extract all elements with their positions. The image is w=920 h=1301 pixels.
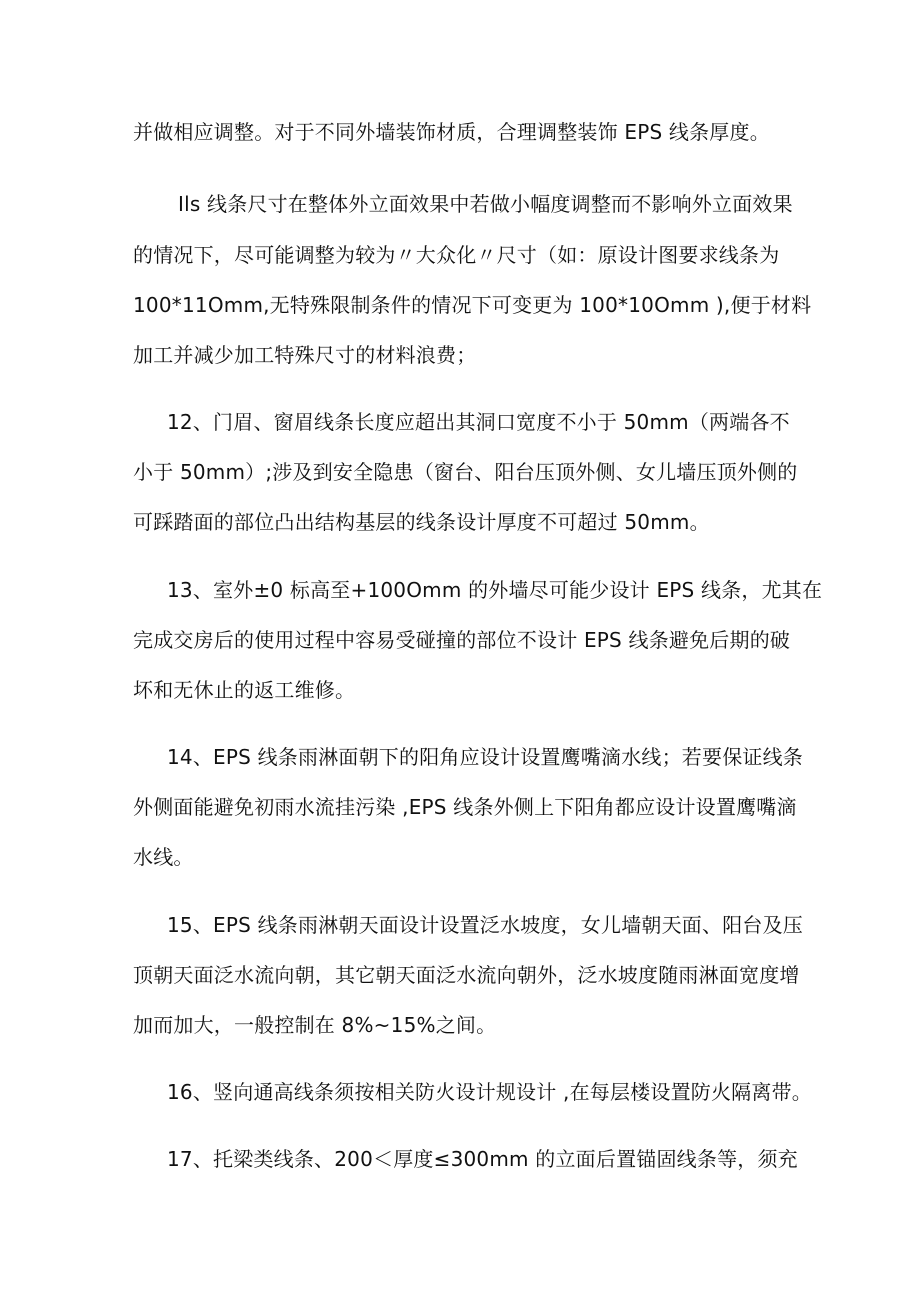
text-line: 顶朝天面泛水流向朝，其它朝天面泛水流向朝外，泛水坡度随雨淋面宽度增 — [133, 963, 800, 987]
text-line: 加而加大，一般控制在 8%~15%之间。 — [133, 1013, 497, 1037]
text-line: Ils 线条尺寸在整体外立面效果中若做小幅度调整而不影响外立面效果 — [178, 192, 793, 216]
text-line: 外侧面能避免初雨水流挂污染 ,EPS 线条外侧上下阳角都应设计设置鹰嘴滴 — [133, 795, 797, 819]
text-line: 的情况下，尽可能调整为较为〃大众化〃尺寸（如：原设计图要求线条为 — [133, 243, 780, 267]
text-line: 100*11Omm,无特殊限制条件的情况下可变更为 100*10Omm ),便于材料 — [133, 293, 812, 317]
text-line: 17、托梁类线条、200＜厚度≤300mm 的立面后置锚固线条等，须充 — [167, 1147, 798, 1171]
text-line: 12、门眉、窗眉线条长度应超出其洞口宽度不小于 50mm（两端各不 — [167, 410, 790, 434]
text-line: 可踩踏面的部位凸出结构基层的线条设计厚度不可超过 50mm。 — [133, 510, 710, 534]
text-line: 小于 50mm）;涉及到安全隐患（窗台、阳台压顶外侧、女儿墙压顶外侧的 — [133, 460, 798, 484]
text-line: 14、EPS 线条雨淋面朝下的阳角应设计设置鹰嘴滴水线；若要保证线条 — [167, 745, 803, 769]
text-line: 完成交房后的使用过程中容易受碰撞的部位不设计 EPS 线条避免后期的破 — [133, 628, 791, 652]
text-line: 坏和无休止的返工维修。 — [133, 678, 356, 702]
text-line: 15、EPS 线条雨淋朝天面设计设置泛水坡度，女儿墙朝天面、阳台及压 — [167, 913, 803, 937]
text-line: 水线。 — [133, 845, 194, 869]
text-line: 加工并减少加工特殊尺寸的材料浪费； — [133, 343, 477, 367]
text-line: 13、室外±0 标高至+100Omm 的外墙尽可能少设计 EPS 线条，尤其在 — [167, 578, 823, 602]
text-line: 并做相应调整。对于不同外墙装饰材质，合理调整装饰 EPS 线条厚度。 — [133, 120, 770, 144]
text-line: 16、竖向通高线条须按相关防火设计规设计 ,在每层楼设置防火隔离带。 — [167, 1080, 812, 1104]
